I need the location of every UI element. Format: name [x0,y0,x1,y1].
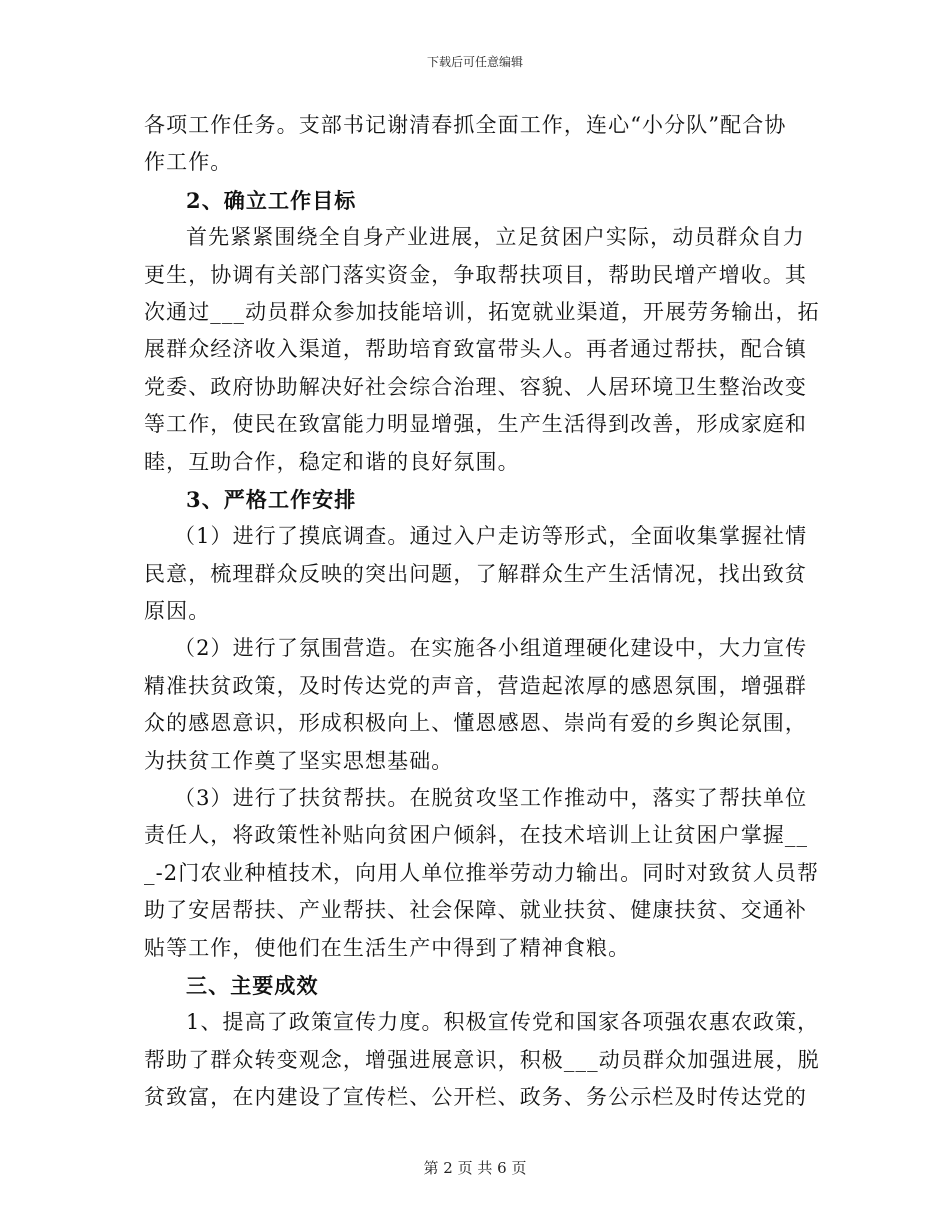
text-line: 贴等工作，使他们在生活生产中得到了精神食粮。 [144,935,631,960]
section-heading: 2、确立工作目标 [186,187,357,213]
text-line: 作工作。 [144,150,233,175]
text-line: 原因。 [144,599,211,624]
text-line: 更生，协调有关部门落实资金，争取帮扶项目，帮助民增产增收。其 [144,262,807,287]
text-line: 党委、政府协助解决好社会综合治理、容貌、人居环境卫生整治改变 [144,374,807,399]
text-line: 精准扶贫政策，及时传达党的声音，营造起浓厚的感恩氛围，增强群 [144,673,807,698]
page-header: 下载后可任意编辑 [426,55,523,69]
text-line: 责任人，将政策性补贴向贫困户倾斜，在技术培训上让贫困户掌握__ [144,823,809,848]
text-line: （2）进行了氛围营造。在实施各小组道理硬化建设中，大力宣传 [174,636,808,661]
text-line: 助了安居帮扶、产业帮扶、社会保障、就业扶贫、健康扶贫、交通补 [144,898,807,923]
text-line: 贫致富，在内建设了宣传栏、公开栏、政务、务公示栏及时传达党的 [144,1085,807,1110]
text-line: 为扶贫工作奠了坚实思想基础。 [144,748,454,773]
text-line: 民意，梳理群众反映的突出问题，了解群众生产生活情况，找出致贫 [144,561,807,586]
text-line: （1）进行了摸底调查。通过入户走访等形式，全面收集掌握社情 [174,524,808,549]
text-line: 首先紧紧围绕全自身产业进展，立足贫困户实际，动员群众自力 [186,225,805,250]
text-line: 睦，互助合作，稳定和谐的良好氛围。 [144,449,520,474]
section-heading: 三、主要成效 [186,972,319,998]
text-line: 次通过___动员群众参加技能培训，拓宽就业渠道，开展劳务输出，拓 [144,299,820,324]
text-line: 等工作，使民在致富能力明显增强，生产生活得到改善，形成家庭和 [144,412,807,437]
text-line: （3）进行了扶贫帮扶。在脱贫攻坚工作推动中，落实了帮扶单位 [174,786,808,811]
text-line: 帮助了群众转变观念，增强进展意识，积极___动员群众加强进展，脱 [144,1047,820,1072]
text-line: 展群众经济收入渠道，帮助培育致富带头人。再者通过帮扶，配合镇 [144,337,807,362]
text-line: _-2门农业种植技术，向用人单位推举劳动力输出。同时对致贫人员帮 [144,860,820,885]
section-heading: 3、严格工作安排 [186,486,357,512]
text-line: 1、提高了政策宣传力度。积极宣传党和国家各项强农惠农政策， [186,1010,820,1035]
text-line: 各项工作任务。支部书记谢清春抓全面工作，连心“小分队”配合协 [144,113,787,137]
page-footer: 第 2 页 共 6 页 [423,1159,527,1177]
text-line: 众的感恩意识，形成积极向上、懂恩感恩、崇尚有爱的乡舆论氛围， [144,711,807,736]
document-body [144,107,820,1117]
